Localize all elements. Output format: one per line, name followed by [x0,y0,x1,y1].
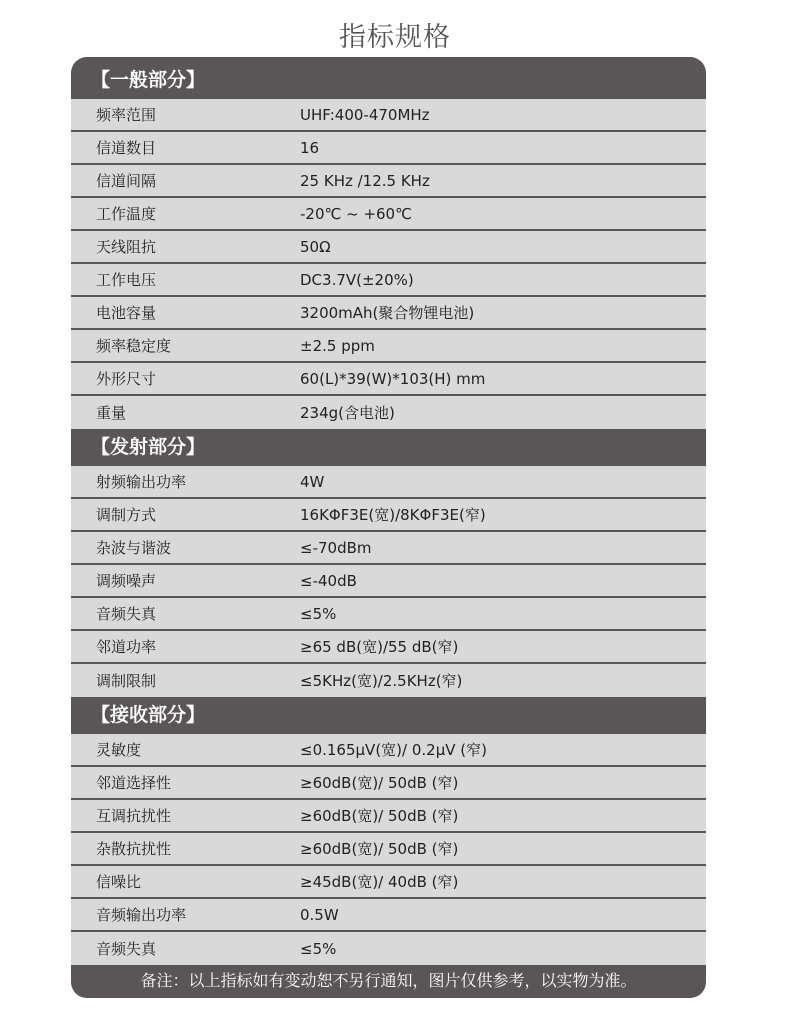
spec-label: 音频失真 [96,605,157,623]
spec-value: ≥60dB(宽)/ 50dB (窄) [300,774,459,792]
spec-row [71,466,706,499]
spec-row [71,198,706,231]
spec-label: 工作电压 [96,271,157,289]
section-header: 【接收部分】 [71,697,706,734]
spec-value: ≤5% [300,939,337,958]
spec-label: 频率稳定度 [96,337,172,355]
spec-value: ≤-70dBm [300,538,372,557]
spec-label: 音频输出功率 [96,906,187,924]
spec-value: 3200mAh(聚合物锂电池) [300,304,475,322]
section-rows [71,466,706,697]
spec-value: 25 KHz /12.5 KHz [300,171,430,190]
spec-row [71,598,706,631]
section-general [71,57,706,429]
spec-row [71,734,706,767]
spec-row [71,767,706,800]
spec-row [71,866,706,899]
spec-row [71,664,706,697]
spec-value: -20℃ ~ +60℃ [300,204,412,223]
spec-row [71,932,706,965]
spec-label: 频率范围 [96,106,157,124]
spec-label: 外形尺寸 [96,370,157,388]
spec-label: 重量 [96,404,127,422]
spec-value: ≤-40dB [300,571,357,590]
spec-label: 信噪比 [96,873,142,891]
spec-row [71,532,706,565]
spec-label: 信道数目 [96,139,157,157]
spec-label: 工作温度 [96,205,157,223]
spec-row [71,833,706,866]
spec-label: 调频噪声 [96,572,157,590]
spec-table [71,57,706,998]
spec-label: 天线阻抗 [96,238,157,256]
spec-value: ≥45dB(宽)/ 40dB (窄) [300,873,459,891]
spec-label: 电池容量 [96,304,157,322]
section-header: 【一般部分】 [71,57,706,99]
spec-value: ≤5% [300,604,337,623]
spec-label: 灵敏度 [96,741,142,759]
spec-value: 50Ω [300,237,331,256]
spec-row [71,800,706,833]
page-title: 指标规格 [339,22,451,53]
spec-row [71,330,706,363]
spec-label: 邻道功率 [96,638,157,656]
spec-value: 16 [300,138,320,157]
spec-row [71,396,706,429]
spec-row [71,499,706,532]
spec-label: 音频失真 [96,940,157,958]
spec-value: 0.5W [300,905,339,924]
spec-row [71,565,706,598]
spec-row [71,165,706,198]
spec-value: ≤0.165μV(宽)/ 0.2μV (窄) [300,741,487,759]
spec-label: 调制限制 [96,672,157,690]
spec-row [71,631,706,664]
section-header: 【发射部分】 [71,429,706,466]
spec-row [71,132,706,165]
spec-value: ≥60dB(宽)/ 50dB (窄) [300,840,459,858]
section-transmit [71,429,706,697]
spec-value: ±2.5 ppm [300,336,375,355]
spec-value: UHF:400-470MHz [300,105,430,124]
spec-row [71,99,706,132]
spec-value: 60(L)*39(W)*103(H) mm [300,369,486,388]
spec-value: 234g(含电池) [300,404,395,422]
footer-note: 备注：以上指标如有变动恕不另行通知，图片仅供参考，以实物为准。 [71,965,706,998]
section-rows [71,734,706,965]
spec-value: 16KΦF3E(宽)/8KΦF3E(窄) [300,506,486,524]
spec-row [71,231,706,264]
spec-label: 调制方式 [96,506,157,524]
spec-label: 互调抗扰性 [96,807,172,825]
spec-label: 射频输出功率 [96,473,187,491]
spec-value: 4W [300,472,325,491]
spec-row [71,899,706,932]
spec-label: 杂散抗扰性 [96,840,172,858]
spec-value: ≤5KHz(宽)/2.5KHz(窄) [300,672,463,690]
section-rows [71,99,706,429]
spec-value: ≥60dB(宽)/ 50dB (窄) [300,807,459,825]
spec-value: DC3.7V(±20%) [300,270,414,289]
spec-label: 邻道选择性 [96,774,172,792]
spec-row [71,264,706,297]
spec-value: ≥65 dB(宽)/55 dB(窄) [300,638,459,656]
section-receive [71,697,706,965]
spec-label: 信道间隔 [96,172,157,190]
spec-row [71,363,706,396]
spec-row [71,297,706,330]
spec-label: 杂波与谐波 [96,539,172,557]
